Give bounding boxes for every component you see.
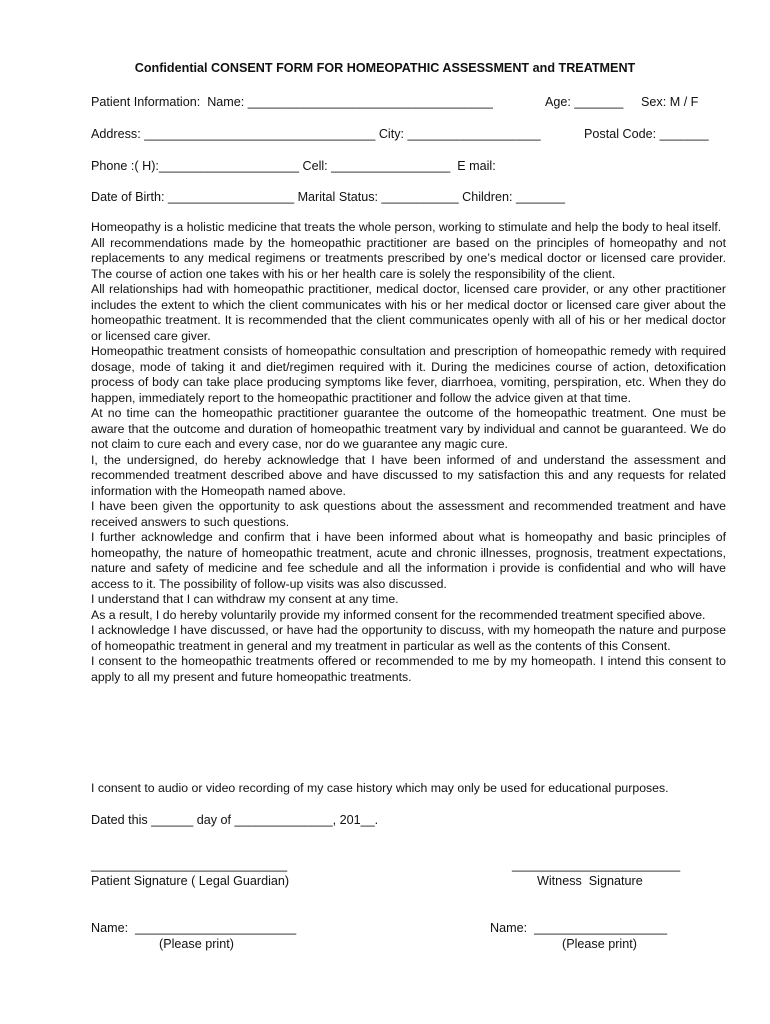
paragraph: I further acknowledge and confirm that i have been informed about what is homeopathy and basic principles of homeopathy, the nature of homeopathic treatment, acute and chronic illnesses, prognosis, treatment expectations, nature and safety of medicine and fee schedule and all the information i provide is confidential and who will have access to it. The possibility of follow-up visits was also discussed.: [91, 530, 726, 591]
paragraph: I, the undersigned, do hereby acknowledge that I have been informed of and understand the assessment and recommended treatment described above and have discussed to my satisfaction this and any requests for related information with the Homeopath named above.: [91, 452, 726, 498]
patient-signature-line: ____________________________: [91, 858, 288, 872]
paragraph: At no time can the homeopathic practitioner guarantee the outcome of the homeopathic treatment. One must be aware that the outcome and duration of homeopathic treatment vary by individual and cannot be guaranteed. We do not claim to cure each and every case, nor do we guarantee any magic cure.: [91, 406, 726, 451]
patient-name-field: Patient Information: Name: ___________________________________: [91, 95, 493, 109]
form-title: Confidential CONSENT FORM FOR HOMEOPATHIC ASSESSMENT and TREATMENT: [134, 61, 636, 75]
recording-consent: I consent to audio or video recording of my case history which may only be used for educational purposes.: [91, 781, 669, 795]
consent-body: [91, 220, 726, 685]
paragraph: As a result, I do hereby voluntarily provide my informed consent for the recommended treatment specified above.: [91, 607, 706, 622]
patient-name-print-field: Name: _______________________: [91, 921, 297, 935]
dob-field: Date of Birth: __________________ Marital Status: ___________ Children: _______: [91, 190, 566, 204]
witness-please-print: (Please print): [562, 937, 637, 951]
postal-code-field: Postal Code: _______: [584, 127, 709, 141]
sex-field: Sex: M / F: [641, 95, 699, 109]
paragraph: I consent to the homeopathic treatments offered or recommended to me by my homeopath. I intend this consent to apply to all my present and future homeopathic treatments.: [91, 654, 726, 684]
witness-signature-label: Witness Signature: [537, 874, 643, 888]
dated-line: Dated this ______ day of ______________, 201__.: [91, 813, 379, 827]
paragraph: I have been given the opportunity to ask questions about the assessment and recommended treatment and have received answers to such questions.: [91, 499, 726, 529]
address-field: Address: _________________________________ City: ___________________: [91, 127, 541, 141]
paragraph: Homeopathy is a holistic medicine that treats the whole person, working to stimulate and help the body to heal itself.: [91, 220, 722, 234]
patient-please-print: (Please print): [159, 937, 234, 951]
paragraph: All recommendations made by the homeopathic practitioner are based on the principles of homeopathy and not replacements to any medical regimens or treatments prescribed by one’s medical doctor or licensed care provider. The course of action one takes with his or her health care is solely the responsibility of the client.: [91, 235, 726, 281]
witness-name-print-field: Name: ___________________: [490, 921, 668, 935]
phone-field: Phone :( H):____________________ Cell: _________________ E mail:: [91, 159, 496, 173]
paragraph: I understand that I can withdraw my consent at any time.: [91, 592, 399, 606]
age-field: Age: _______: [545, 95, 624, 109]
paragraph: I acknowledge I have discussed, or have had the opportunity to discuss, with my homeopath the nature and purpose of homeopathic treatment in general and my treatment in particular as well as the contents of this Consent.: [91, 623, 726, 653]
witness-signature-line: ________________________: [512, 858, 681, 872]
paragraph: All relationships had with homeopathic practitioner, medical doctor, licensed care provider, or any other practitioner includes the extent to which the client communicates with his or her medical doctor or licensed care giver about the homeopathic treatment. It is recommended that the client communicates openly with all of his or her medical doctor or licensed care giver.: [91, 282, 726, 343]
patient-signature-label: Patient Signature ( Legal Guardian): [91, 874, 290, 888]
paragraph: Homeopathic treatment consists of homeopathic consultation and prescription of homeopathic remedy with required dosage, mode of taking it and diet/regimen required with it. During the medicines course of action, detoxification process of body can take place producing symptoms like fever, diarrhoea, vomiting, perspiration, etc. When they do happen, immediately report to the homeopathic practitioner and follow the advice given at that time.: [91, 344, 726, 405]
